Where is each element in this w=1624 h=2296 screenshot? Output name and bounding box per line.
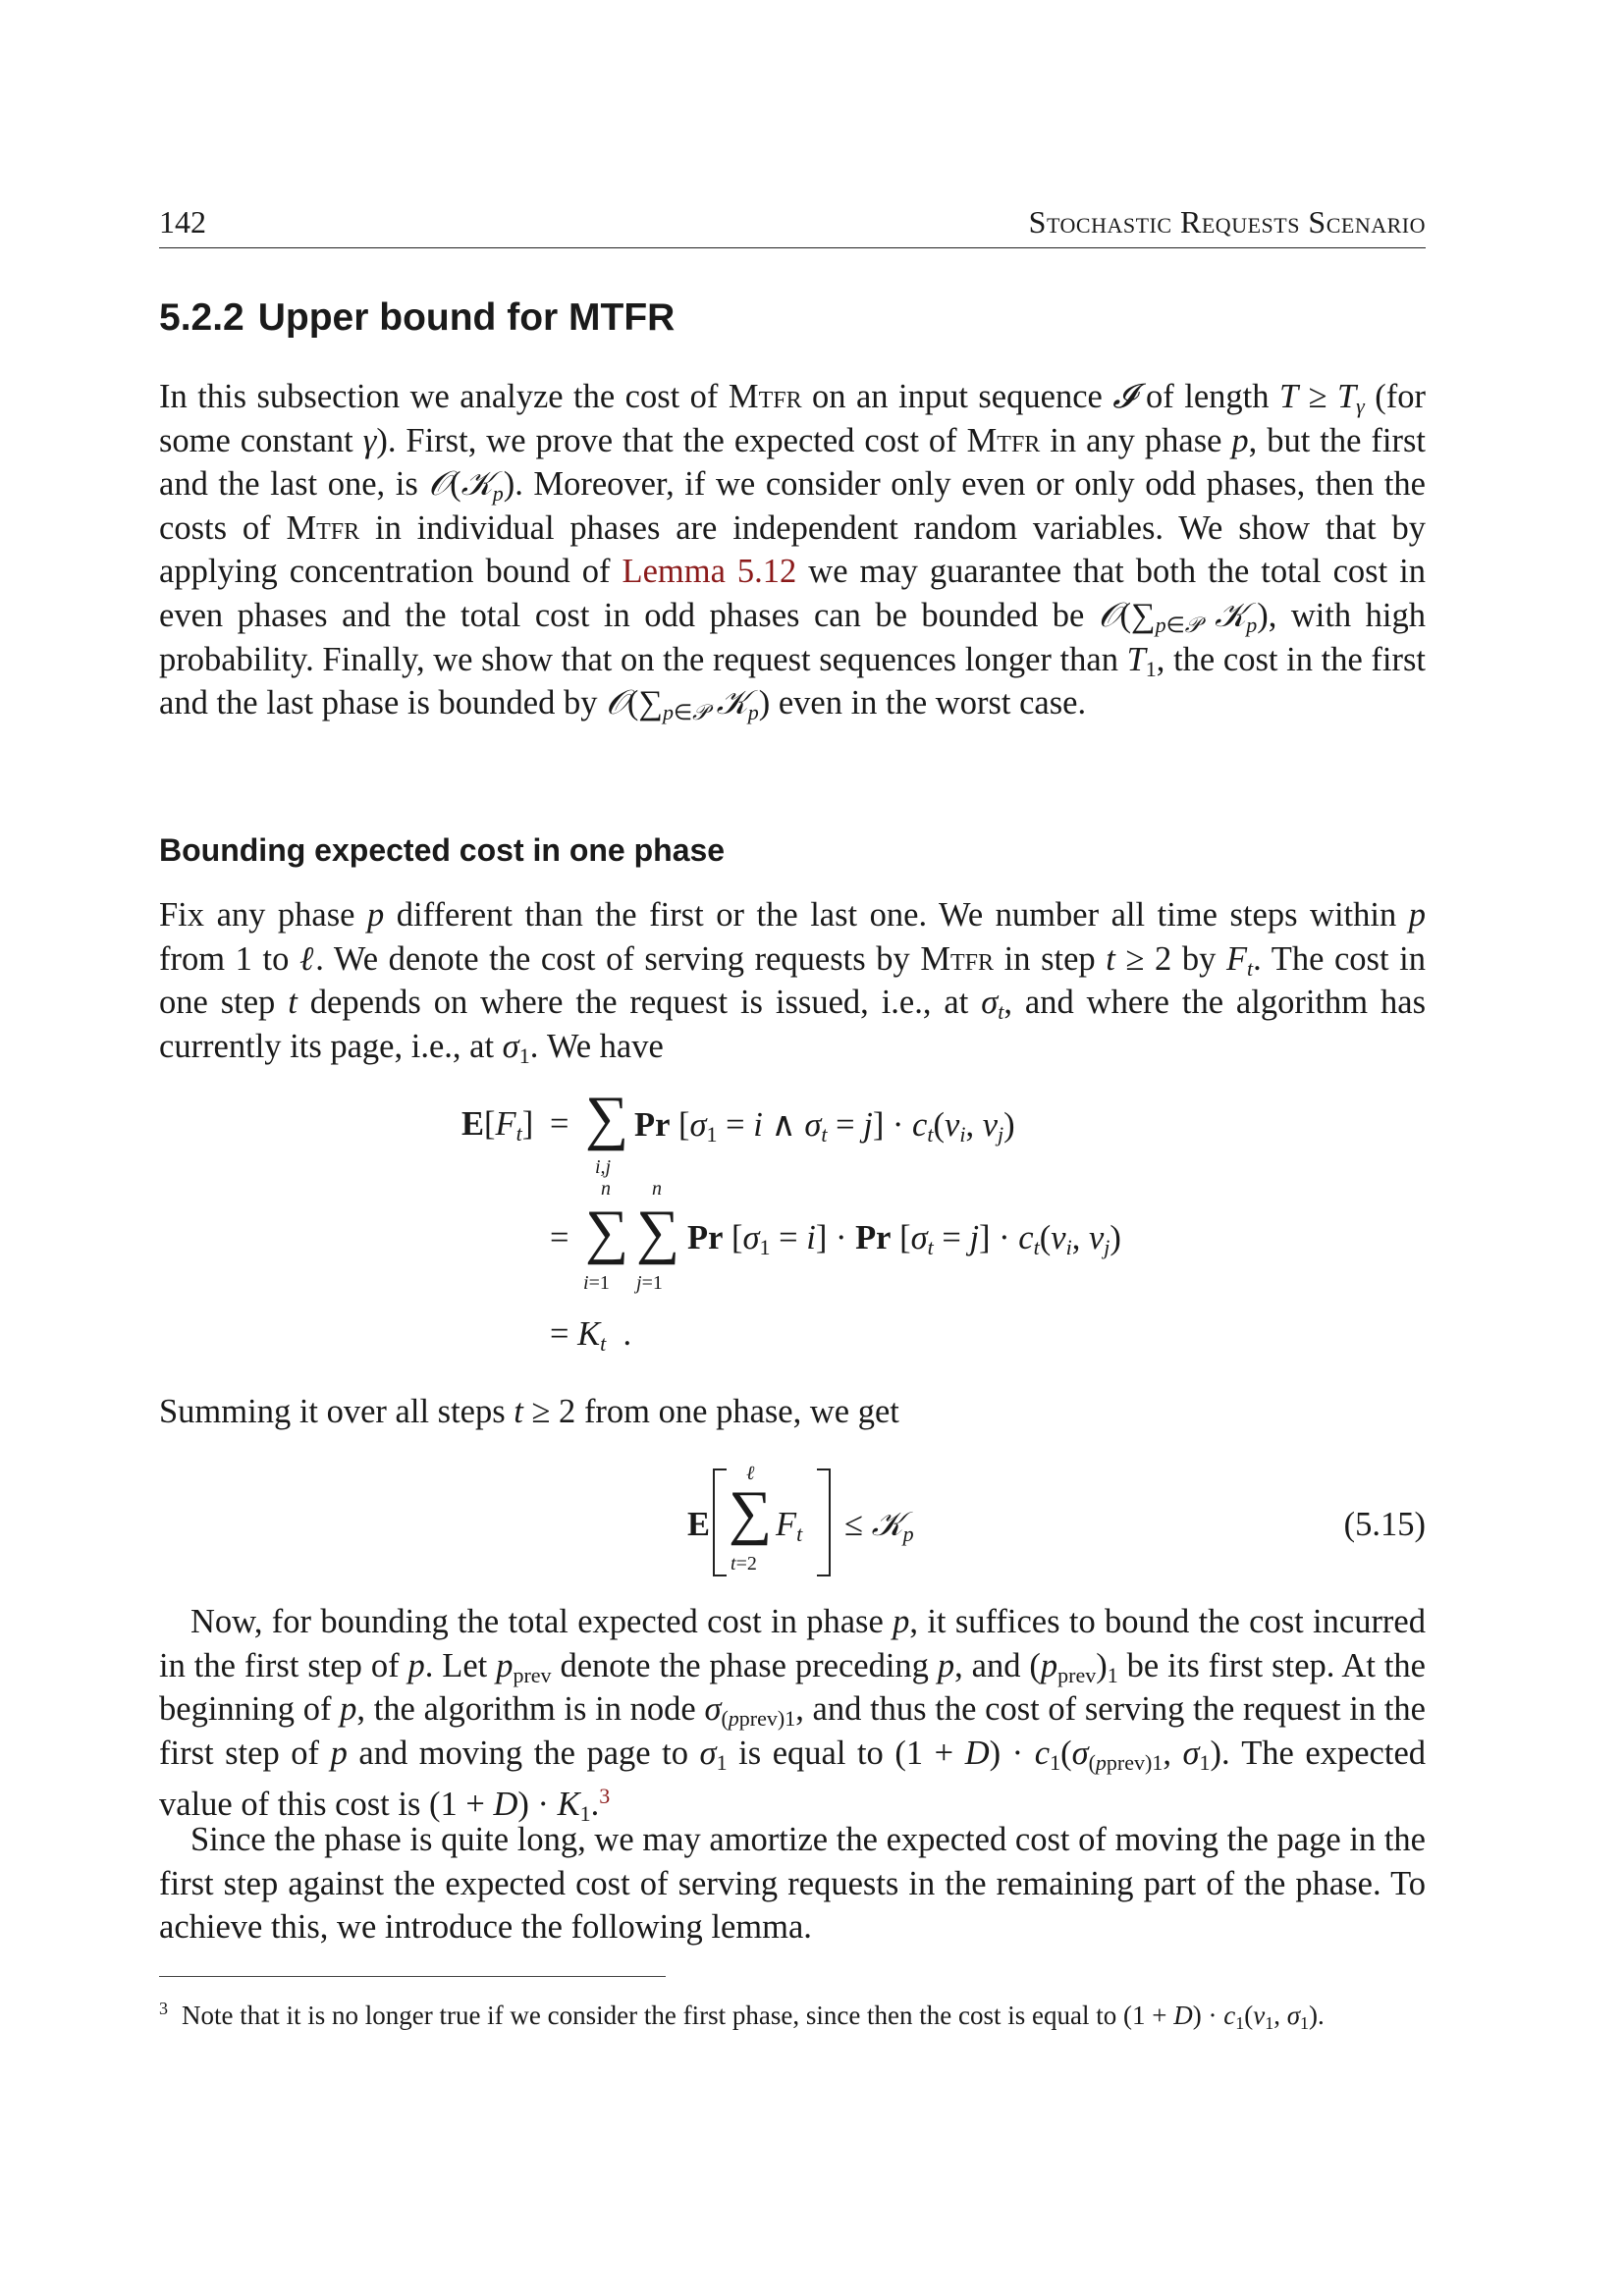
- footnote-ref[interactable]: 3: [599, 1784, 611, 1809]
- footnote: $^3$ Note that it is no longer true if we consider the first phase, since then the cost is equal to $(1 + D) \cdot c_1(v_1$, $\sigma_1$).: [159, 1999, 1325, 2033]
- page-number: 142: [159, 204, 206, 240]
- page: 142 Stochastic Requests Scenario 5.2.2 Upper bound for MTFR In this subsection we analyze the cost of Mtfr on an input sequence 𝓘 of length $T \ge T_\gamma$ (for some constant γ). First, we prove that the expected cost of Mtfr in any phase p, but the first and the last one, is 𝒪(𝒦$_p$). Moreover, if we consider only even or only odd phases, then the costs of Mtfr in individual phases are independent random variables. We show that by applying concentration bound of Lemma 5.12 we may guarantee that both the total cost in even phases and the total cost in odd phases can be bounded be $𝒪(\sum_{p\in 𝒫}$ 𝒦$_p$), with high probability. Finally, we show that on the request sequences longer than $T_1$, the cost in the first and the last phase is bounded by $𝒪(\sum_{p\in 𝒫}$ 𝒦$_p$) even in the worst case. Bounding expected cost in one phase Fix any phase p different than the first or the last one. We number all time steps within p from 1 to ℓ. We denote the cost of serving requests by Mtfr in step t ≥ 2 by $F_t$. The cost in one step t depends on where the request is issued, i.e., at $\sigma_t$, and where the algorithm has currently its page, i.e., at $\sigma_1$. We have $E[F_t]$ = ∑ i,j Pr [$\sigma_1 = i$ ∧ $\sigma_t = j] \cdot c_t(v_i$, $v_j$) n n = ∑ ∑ i=1 j=1 Pr $[\sigma_1 = i] \cdot Pr$ $[\sigma_t = j] \cdot c_t(v_i$, $v_j$) = $K_t$ . Summing it over all steps t ≥ 2 from one phase, we get E ℓ ∑ t=2 $F_t$ ≤ 𝒦$_p$ (5.15) Now, for bounding the total expected cost in phase p, it suffices to bound the cost incurred in the first step of p. Let $p_{prev}$ denote the phase preceding p, and $(p_{prev})_1$ be its first step. At the beginning of p, the algorithm is in node $\sigma_{(pprev)1}$, and thus the cost of serving the request in the first step of p and moving the page to $\sigma_1$ is equal to $(1 + D) \cdot c_1(\sigma_{(pprev)1}$, $\sigma_1$). The expected value of this cost is $(1 + D) \cdot K_1.^3$ Since the phase is quite long, we may amortize the expected cost of moving the page in the first step against the expected cost of serving requests in the remaining part of the phase. To achieve this, we introduce the following lemma. $^3$ Note that it is no longer true if we consider the first phase, since then the cost is equal to $(1 + D) \cdot c_1(v_1$, $\sigma_1$).: [159, 204, 1427, 2033]
- subsection-heading: Bounding expected cost in one phase: [159, 832, 726, 868]
- now-paragraph: Now, for bounding the total expected cost in phase p, it suffices to bound the cost incurred in the first step of p. Let $p_{prev}$ denote the phase preceding p, and $(p_{prev})_1$ be its first step. At the beginning of p, the algorithm is in node $\sigma_{(pprev)1}$, and thus the cost of serving the request in the first step of p and moving the page to $\sigma_1$ is equal to $(1 + D) \cdot c_1(\sigma_{(pprev)1}$, $\sigma_1$). The expected value of this cost is $(1 + D) \cdot K_1.^3$: [159, 1603, 1427, 1827]
- running-header: [159, 204, 1426, 248]
- summing-paragraph: Summing it over all steps t ≥ 2 from one phase, we get: [159, 1393, 899, 1430]
- section-title: Upper bound for MTFR: [257, 296, 676, 339]
- intro-paragraph: In this subsection we analyze the cost of Mtfr on an input sequence 𝓘 of length $T \ge T_\gamma$ (for some constant γ). First, we prove that the expected cost of Mtfr in any phase p, but the first and the last one, is 𝒪(𝒦$_p$). Moreover, if we consider only even or only odd phases, then the costs of Mtfr in individual phases are independent random variables. We show that by applying concentration bound of Lemma 5.12 we may guarantee that both the total cost in even phases and the total cost in odd phases can be bounded be $𝒪(\sum_{p\in 𝒫}$ 𝒦$_p$), with high probability. Finally, we show that on the request sequences longer than $T_1$, the cost in the first and the last phase is bounded by $𝒪(\sum_{p\in 𝒫}$ 𝒦$_p$) even in the worst case.: [159, 378, 1427, 725]
- running-title: Stochastic Requests Scenario: [1028, 204, 1426, 240]
- lemma-link[interactable]: Lemma 5.12: [622, 553, 797, 591]
- equation-number: (5.15): [1343, 1506, 1426, 1543]
- equation-line-3: = $K_t$ .: [550, 1315, 632, 1356]
- phase-paragraph: Fix any phase p different than the first or the last one. We number all time steps within p from 1 to ℓ. We denote the cost of serving requests by Mtfr in step t ≥ 2 by $F_t$. The cost in one step t depends on where the request is issued, i.e., at $\sigma_t$, and where the algorithm has currently its page, i.e., at $\sigma_1$. We have: [159, 896, 1426, 1068]
- section-number: 5.2.2: [159, 296, 244, 339]
- equation-5-15: E ℓ ∑ t=2 $F_t$ ≤ 𝒦$_p$: [687, 1463, 914, 1575]
- section-heading: [159, 296, 675, 340]
- since-paragraph: Since the phase is quite long, we may amortize the expected cost of moving the page in the first step against the expected cost of serving requests in the remaining part of the phase. To achieve this, we introduce the following lemma.: [159, 1821, 1426, 1947]
- footnote-rule: [159, 1976, 666, 1977]
